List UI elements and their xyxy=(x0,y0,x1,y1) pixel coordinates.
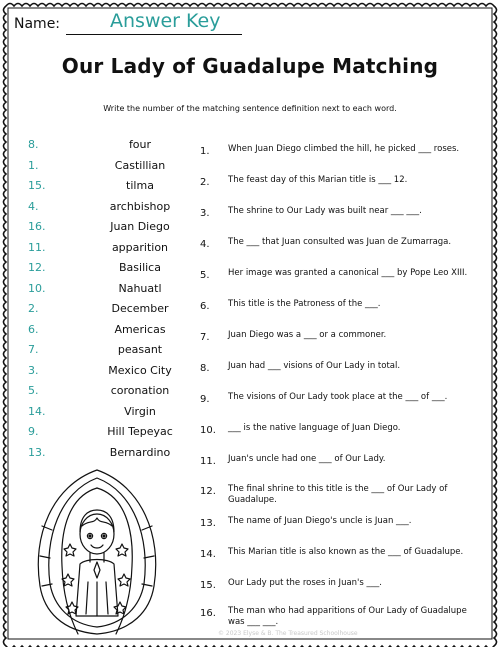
definition-text: This Marian title is also known as the ___ of Guadalupe. xyxy=(228,547,464,557)
definition-number: 11. xyxy=(200,456,216,467)
word: Americas xyxy=(114,322,166,336)
word: Hill Tepeyac xyxy=(107,425,173,438)
word-row xyxy=(20,321,190,341)
word: four xyxy=(128,138,152,151)
page-title: Our Lady of Guadalupe Matching xyxy=(61,54,439,78)
word-row xyxy=(20,239,190,259)
definition-text: The feast day of this Marian title is ___ 12. xyxy=(228,175,408,185)
word-row xyxy=(20,362,190,382)
word: Bernardino xyxy=(109,445,171,459)
word-row xyxy=(20,423,190,443)
word: coronation xyxy=(110,384,170,397)
word: Juan Diego xyxy=(110,220,170,233)
answer-number[interactable]: 2. xyxy=(28,302,39,315)
word: December xyxy=(111,302,169,315)
definition-number: 1. xyxy=(200,146,210,157)
definition-text: Our Lady put the roses in Juan's ___. xyxy=(228,578,382,588)
definition-text: Juan's uncle had one ___ of Our Lady. xyxy=(228,454,386,464)
definition-number: 3. xyxy=(200,208,210,219)
definition-text: The visions of Our Lady took place at the ___ of ___. xyxy=(228,392,448,402)
answer-number[interactable]: 4. xyxy=(28,199,39,213)
definition-text: ___ is the native language of Juan Diego. xyxy=(228,423,401,433)
definition-number: 9. xyxy=(200,394,210,405)
answer-number[interactable]: 14. xyxy=(28,404,46,418)
definition-text: The final shrine to this title is the ___ of Our Lady of Guadalupe. xyxy=(228,484,448,505)
name-line xyxy=(66,34,242,35)
instructions: Write the number of the matching sentence definition next to each word. xyxy=(103,104,397,113)
definition-text: When Juan Diego climbed the hill, he picked ___ roses. xyxy=(228,144,460,154)
definition-number: 16. xyxy=(200,608,216,619)
definition-number: 14. xyxy=(200,549,216,560)
word-row xyxy=(20,280,190,300)
answer-number[interactable]: 13. xyxy=(28,445,46,459)
word-row xyxy=(20,341,190,361)
definition-number: 5. xyxy=(200,270,210,281)
definition-number: 6. xyxy=(200,301,210,312)
word: peasant xyxy=(117,343,163,356)
answer-number[interactable]: 16. xyxy=(28,220,46,233)
answer-number[interactable]: 10. xyxy=(28,281,46,295)
definition-text: The ___ that Juan consulted was Juan de Zumarraga. xyxy=(228,237,452,247)
answer-key-text: Answer Key xyxy=(110,10,221,32)
definition-text: Juan Diego was a ___ or a commoner. xyxy=(228,330,387,340)
word: Castillian xyxy=(114,158,166,172)
definition-number: 13. xyxy=(200,518,216,529)
word-row xyxy=(20,198,190,218)
word-row xyxy=(20,136,190,156)
copyright-text: © 2023 Elyse & B. The Treasured Schoolhouse xyxy=(218,630,358,637)
definition-text: Her image was granted a canonical ___ by Pope Leo XIII. xyxy=(228,268,468,278)
word: Mexico City xyxy=(108,363,172,377)
definition-text: The name of Juan Diego's uncle is Juan ___. xyxy=(228,516,412,526)
word: Virgin xyxy=(124,404,156,418)
word: archbishop xyxy=(109,199,171,213)
definition-number: 15. xyxy=(200,580,216,591)
name-label: Name: xyxy=(14,16,61,32)
definition-number: 12. xyxy=(200,486,216,497)
answer-number[interactable]: 7. xyxy=(28,343,39,356)
name-field[interactable] xyxy=(14,10,244,42)
answer-number[interactable]: 12. xyxy=(28,261,46,274)
word-row xyxy=(20,403,190,423)
definition-number: 4. xyxy=(200,239,210,250)
word: apparition xyxy=(111,240,169,254)
word-row xyxy=(20,157,190,177)
definition-text: The man who had apparitions of Our Lady of Guadalupe was ___ ___. xyxy=(228,606,467,627)
word-row xyxy=(20,177,190,197)
definition-text: The shrine to Our Lady was built near ___ ___. xyxy=(228,206,422,216)
word-row xyxy=(20,382,190,402)
answer-number[interactable]: 11. xyxy=(28,240,46,254)
answer-number[interactable]: 3. xyxy=(28,363,39,377)
word-row xyxy=(20,300,190,320)
definition-text: Juan had ___ visions of Our Lady in total. xyxy=(228,361,401,371)
answer-number[interactable]: 9. xyxy=(28,425,39,438)
answer-number[interactable]: 15. xyxy=(28,179,46,192)
definition-number: 10. xyxy=(200,425,216,436)
our-lady-illustration xyxy=(22,466,172,636)
word: tilma xyxy=(126,179,154,192)
answer-number[interactable]: 6. xyxy=(28,322,39,336)
word-row xyxy=(20,218,190,238)
definition-text: This title is the Patroness of the ___. xyxy=(228,299,381,309)
word-row xyxy=(20,259,190,279)
definition-number: 7. xyxy=(200,332,210,343)
answer-number[interactable]: 1. xyxy=(28,158,39,172)
word-row xyxy=(20,444,190,464)
definition-number: 8. xyxy=(200,363,210,374)
answer-number[interactable]: 5. xyxy=(28,384,39,397)
word: Nahuatl xyxy=(118,281,162,295)
definition-number: 2. xyxy=(200,177,210,188)
word: Basilica xyxy=(119,261,161,274)
answer-number[interactable]: 8. xyxy=(28,138,39,151)
